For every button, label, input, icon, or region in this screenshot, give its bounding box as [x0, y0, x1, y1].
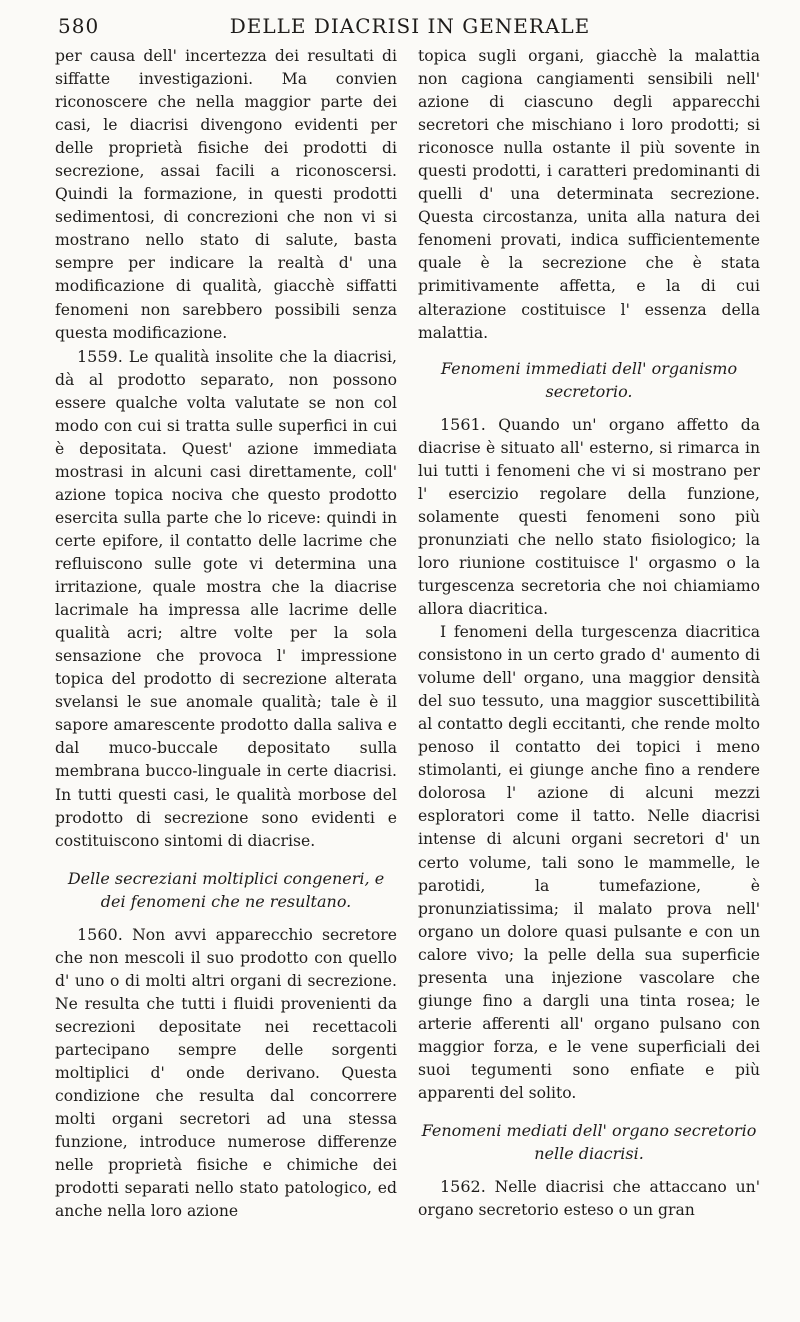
section-heading-secrezioni: Delle secreziani moltiplici congeneri, e dei fenomeni che ne resultano. — [67, 868, 385, 911]
left-column — [55, 45, 397, 1223]
paragraph-1561 — [418, 413, 760, 621]
paragraph-number: 1559. — [77, 346, 123, 366]
section-heading-immediati: Fenomeni immediati dell' organismo secretorio. — [440, 358, 738, 401]
paragraph-number: 1561. — [440, 414, 486, 434]
paragraph-text: Le qualità insolite che la diacrisi, dà al prodotto separato, non possono essere qualche volta valutate se non col modo con cui si tratta sulle superfici in cui è depositata. Quest' azione immediata mostrasi in alcuni casi direttamente, coll' azione topica nociva che questo prodotto esercita sulla parte che lo riceve: quindi in certe epifore, il contatto delle lacrime che refluiscono sulle gote vi determina una irritazione, quale mostra che la diacrise lacrimale ha impressa alle lacrime delle qualità acri; altre volte per la sola sensazione che provoca l' impressione topica del prodotto di secrezione alterata svelansi le sue anomale qualità; tale è il sapore amarescente prodotto dalla saliva e dal muco-buccale depositato sulla membrana bucco-linguale in certe diacrisi. In tutti questi casi, le qualità morbose del prodotto di secrezione sono evidenti e costituiscono sintomi di diacrise. — [55, 347, 397, 850]
page-number: 580 — [58, 14, 100, 38]
running-header — [50, 14, 770, 44]
section-heading-mediati: Fenomeni mediati dell' organo secretorio nelle diacrisi. — [421, 1121, 757, 1164]
right-column — [418, 45, 760, 1222]
paragraph-text: Nelle diacrisi che attaccano un' organo secretorio esteso o un gran — [418, 1178, 760, 1220]
paragraph-1559 — [55, 345, 397, 853]
paragraph-continued-left: per causa dell' incertezza dei resultati di siffatte investigazioni. Ma convien riconoscere che nella maggior parte dei casi, le diacrisi divengono evidenti per delle proprietà fisiche dei prodotti di secrezione, assai facili a riconoscersi. Quindi la formazione, in questi prodotti sedimentosi, di concrezioni che non vi si mostrano nello stato di salute, basta sempre per indicare la realtà d' una modificazione di qualità, giacchè siffatti fenomeni non sarebbero possibili senza questa modificazione. — [55, 47, 397, 342]
paragraph-1560 — [55, 923, 397, 1224]
running-title: DELLE DIACRISI IN GENERALE — [229, 14, 591, 38]
paragraph-number: 1560. — [77, 924, 123, 944]
paragraph-text: Quando un' organo affetto da diacrise è situato all' esterno, si rimarca in lui tutti i fenomeni che vi si mostrano per l' esercizio regolare della funzione, solamente questi fenomeni sono più pronunziati che nello stato fisiologico; la loro riunione costituisce l' orgasmo o la turgescenza secretoria che noi chiamiamo allora diacritica. — [418, 415, 760, 618]
paragraph-1562 — [418, 1175, 760, 1222]
paragraph-text: Non avvi apparecchio secretore che non mescoli il suo prodotto con quello d' uno o di molti altri organi di secrezione. Ne resulta che tutti i fluidi provenienti da secrezioni depositate nei recettacoli partecipano sempre delle sorgenti moltiplici d' onde derivano. Questa condizione che resulta dal concorrere molti organi secretori ad una stessa funzione, introduce numerose differenze nelle proprietà fisiche e chimiche dei prodotti separati nello stato patologico, ed anche nella loro azione — [55, 925, 397, 1221]
paragraph-continued-right: topica sugli organi, giacchè la malattia non cagiona cangiamenti sensibili nell' azione di ciascuno degli apparecchi secretori che mischiano i loro prodotti; si riconosce nulla ostante il più sovente in questi prodotti, i caratteri predominanti di quelli d' una determinata secrezione. Questa circostanza, unita alla natura dei fenomeni provati, indica sufficientemente quale è la secrezione che è stata primitivamente affetta, e la di cui alterazione costituisce l' essenza della malattia. — [418, 47, 760, 342]
paragraph-1561-continued: I fenomeni della turgescenza diacritica consistono in un certo grado d' aumento di volume dell' organo, una maggior densità del suo tessuto, una maggior suscettibilità al contatto degli eccitanti, che rende molto penoso il contatto dei topici i meno stimolanti, ei giunge anche fino a rendere dolorosa l' azione di alcuni mezzi esploratori come il tatto. Nelle diacrisi intense di alcuni organi secretori d' un certo volume, tali sono le mammelle, le parotidi, la tumefazione, è pronunziatissima; il malato prova nell' organo un dolore quasi pulsante e con un calore vivo; la pelle della sua superficie presenta una injezione vascolare che giunge fino a dargli una tinta rosea; le arterie afferenti all' organo pulsano con maggior forza, e le vene superficiali dei suoi tegumenti sono enfiate e più apparenti del solito. — [418, 623, 760, 1102]
paragraph-number: 1562. — [440, 1177, 486, 1197]
